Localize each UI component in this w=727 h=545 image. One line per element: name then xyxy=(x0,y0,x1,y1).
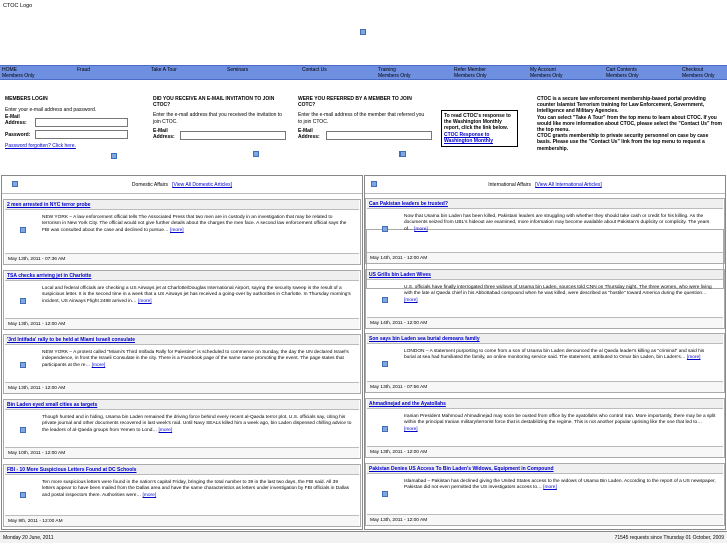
article-title-link[interactable]: FBI - 10 More Suspicious Letters Found at DC Schools xyxy=(7,467,137,473)
response-link[interactable]: CTOC Response to Washington Monthly xyxy=(444,131,493,144)
international-icon xyxy=(371,181,377,187)
domestic-article-5 xyxy=(3,464,361,527)
article-more-link[interactable]: [more] xyxy=(686,355,701,361)
login-email-input[interactable] xyxy=(35,118,128,127)
article-body: Iranian President Mahmoud Ahmadinejad may soon be ousted from office by the ayatollahs who control Iran. More importantly, there may be a split within the principal Iranian military/terrorist force that is destabilizing the regime. This is not another popular uprising like the one that led to… xyxy=(404,414,716,426)
invitation-email-input[interactable] xyxy=(180,131,286,140)
article-more-link[interactable]: [more] xyxy=(414,226,428,232)
about-block xyxy=(537,96,723,152)
nav-training[interactable]: Training Members Only xyxy=(378,67,411,79)
article-date: May 13th, 2011 - 12:00 AM xyxy=(367,446,723,457)
domestic-header xyxy=(2,176,362,194)
broken-image-icon xyxy=(360,29,366,35)
article-body: NEW YORK – A law enforcement official tells The Associated Press that two men are in custody in an investigation that may be related to terrorism in New York City. The official would not give further details about the charges the men face. A second law enforcement official says the FBI was consulted about the case and declined to pursue… xyxy=(42,215,347,233)
article-date: May 13th, 2011 - 07:36 AM xyxy=(5,253,359,264)
international-article-4 xyxy=(365,398,725,458)
invitation-heading: DID YOU RECEIVE AN E-MAIL INVITATION TO JOIN CTOC? xyxy=(153,96,275,109)
article-title-link[interactable]: 2 men arrested in NYC terror probe xyxy=(7,202,91,208)
article-date: May 10th, 2011 - 12:00 AM xyxy=(5,447,359,458)
domestic-section xyxy=(1,175,363,530)
login-heading: MEMBERS LOGIN xyxy=(5,96,48,102)
international-view-all[interactable]: [View All International Articles] xyxy=(535,182,602,188)
article-thumb-icon xyxy=(382,297,388,303)
login-intro: Enter your e-mail address and password. xyxy=(5,107,97,114)
article-body: Now that Usama bin Laden has been killed, Pakistani leaders are struggling with whether they should take cash or credit for his killing. As the documents seized from UBL's hideout are examined, more information may become available about Pakistan's duplicity or complicity. The years of… xyxy=(404,214,710,232)
article-title-link[interactable]: Son says bin Laden sea burial demeans family xyxy=(369,336,480,342)
article-thumb-icon xyxy=(20,362,26,368)
article-date: May 9th, 2011 - 12:00 AM xyxy=(5,515,359,526)
nav-seminars[interactable]: Seminars xyxy=(227,67,249,73)
invitation-submit-icon[interactable] xyxy=(253,151,259,157)
about-p3: CTOC grants membership to private security personnel on case by case basis. Please use the "Contact Us" link from the top menu to request a membership. xyxy=(537,133,709,152)
article-thumb-icon xyxy=(20,427,26,433)
top-nav xyxy=(0,65,727,80)
login-submit-icon[interactable] xyxy=(111,153,117,159)
nav-contact-us[interactable]: Contact Us xyxy=(302,67,327,73)
article-body: Though hunted and in hiding, Usama bin Laden remained the driving force behind every recent al-Qaeda terror plot, U.S. officials say, citing his private journal and other documents recovered in last week's raid. Until Navy SEALs killed him a week ago, bin Laden dispensed chilling advice to the leaders of al-Qaeda groups from Yemen to Lond… xyxy=(42,415,352,433)
article-thumb-icon xyxy=(20,298,26,304)
article-date: May 14th, 2011 - 12:00 AM xyxy=(367,317,723,328)
nav-home[interactable]: HOME Members Only xyxy=(2,67,35,79)
article-thumb-icon xyxy=(382,426,388,432)
invitation-intro: Enter the e-mail address that you received the invitation to join CTOC. xyxy=(153,112,282,125)
nav-checkout[interactable]: Checkout Members Only xyxy=(682,67,715,79)
footer xyxy=(0,531,727,543)
article-thumb-icon xyxy=(382,491,388,497)
login-password-label: Password: xyxy=(5,132,31,138)
response-text: To read CTOC's response to the Washington Monthly report, click the link below. xyxy=(444,113,511,132)
article-thumb-icon xyxy=(20,492,26,498)
article-body: Islamabad – Pakistan has declined giving the United States access to the widows of Usama Bin Laden. According to the report of a US newspaper, Pakistan did not even permitted the US investigators access to… xyxy=(404,479,716,491)
domestic-article-2 xyxy=(3,270,361,330)
domestic-article-3 xyxy=(3,334,361,394)
article-date: May 13th, 2011 - 12:00 AM xyxy=(367,514,723,525)
nav-cart-contents[interactable]: Cart Contents Members Only xyxy=(606,67,639,79)
login-block xyxy=(5,96,145,113)
article-title-link[interactable]: '3rd Intifada' rally to be held at Miami Israeli consulate xyxy=(7,337,135,343)
referral-email-label: E-Mail Address: xyxy=(298,128,320,141)
about-icon xyxy=(400,151,406,157)
domestic-article-1 xyxy=(3,199,361,265)
nav-my-account[interactable]: My Account Members Only xyxy=(530,67,563,79)
international-article-5 xyxy=(365,463,725,526)
international-article-2 xyxy=(365,269,725,329)
article-title-link[interactable]: Bin Laden eyed small cities as targets xyxy=(7,402,98,408)
invitation-block xyxy=(153,96,288,125)
footer-date: Monday 20 June, 2011 xyxy=(3,535,54,541)
referral-intro: Enter the e-mail address of the member that referred you to join CTOC. xyxy=(298,112,425,125)
nav-take-a-tour[interactable]: Take A Tour xyxy=(151,67,177,73)
article-thumb-icon xyxy=(382,226,388,232)
article-body: Ten more suspicious letters were found in the nation's capital Friday, bringing the total number to 39 in the last two days, the FBI said. All 39 letters appear to have been mailed from the Dallas area and have the same characteristics as letters under investigation by FBI officials in Dallas and postal inspectors there. Authorities were… xyxy=(42,480,350,498)
article-body: U.S. officials have finally interrogated three widows of Usama bin Laden, sources told CNN on Thursday night. The three women, who were living with the late al Qaeda chief in his Abbottabad compound when he was killed, were described as "hostile" toward America during the question… xyxy=(404,285,712,297)
article-thumb-icon xyxy=(20,227,26,233)
domestic-icon xyxy=(12,181,18,187)
about-p2: You can select "Take A Tour" from the top menu to learn about CTOC. If you would like more information about CTOC, please select the "Contact Us" from the top menu. xyxy=(537,114,722,134)
login-email-label: E-Mail Address: xyxy=(5,114,27,127)
domestic-title: Domestic Affairs xyxy=(131,182,168,188)
footer-request-count: 71545 requests since Thursday 01 October, 2009 xyxy=(614,535,724,541)
domestic-article-4 xyxy=(3,399,361,459)
article-title-link[interactable]: US Grills bin Laden Wives xyxy=(369,272,431,278)
article-title-link[interactable]: TSA checks arriving jet in Charlotte xyxy=(7,273,92,279)
article-more-link[interactable]: [more] xyxy=(158,427,173,433)
login-password-input[interactable] xyxy=(35,130,128,139)
forgot-password-link[interactable]: Password forgotten? Click here. xyxy=(5,143,76,149)
article-thumb-icon xyxy=(382,361,388,367)
article-body: LONDON – A statement purporting to come from a son of Usama bin Laden denounced the al Qaeda leader's killing as "criminal" and said his burial at sea had humiliated the family, an online monitoring service said. The statement, attributed to Omar bin Laden, bin Laden's… xyxy=(404,349,705,361)
article-more-link[interactable]: [more] xyxy=(91,362,106,368)
article-date: May 13th, 2011 - 12:00 AM xyxy=(5,382,359,393)
domestic-view-all[interactable]: [View All Domestic Articles] xyxy=(172,182,233,188)
article-more-link[interactable]: [more] xyxy=(142,492,157,498)
article-more-link[interactable]: [more] xyxy=(543,485,557,491)
article-title-link[interactable]: Can Pakistan leaders be trusted? xyxy=(369,201,448,207)
international-article-1 xyxy=(365,198,725,264)
article-date: May 13th, 2011 - 07:56 AM xyxy=(367,381,723,392)
article-body: Local and federal officials are checking a US Airways jet at Charlotte/Douglas International Airport, saying the security sweep is the result of a suspicious letter. It is the second time in a week that a US Airways jet has received a going-over by authorities in Charlotte. In Thursday morning's incident, US Airways Flight 2488 arrived in… xyxy=(42,286,351,304)
invitation-email-label: E-Mail Address: xyxy=(153,128,175,141)
referral-email-input[interactable] xyxy=(326,131,432,140)
article-date: May 14th, 2011 - 12:00 AM xyxy=(367,252,723,263)
article-more-link[interactable]: [more] xyxy=(138,298,152,304)
international-header xyxy=(365,176,725,194)
article-more-link[interactable]: [more] xyxy=(170,227,184,233)
article-more-link[interactable]: [more] xyxy=(404,297,418,303)
article-title-link[interactable]: Ahmadinejad and the Ayatollahs xyxy=(369,401,446,407)
nav-fraud[interactable]: Fraud xyxy=(77,67,91,73)
nav-refer-member[interactable]: Refer Member Members Only xyxy=(454,67,487,79)
about-p1: CTOC is a secure law enforcement membership-based portal providing counter Islamist Terrorism training for Law Enforcement, Government, Intelligence and Military Agencies. xyxy=(537,96,706,115)
article-date: May 13th, 2011 - 12:00 AM xyxy=(5,318,359,329)
referral-heading: WERE YOU REFERRED BY A MEMBER TO JOIN COTC? xyxy=(298,96,412,109)
article-more-link[interactable]: [more] xyxy=(404,426,418,432)
referral-block xyxy=(298,96,428,125)
response-box xyxy=(441,110,518,147)
article-title-link[interactable]: Pakistan Denies US Access To Bin Laden's Widows, Equipment in Compound xyxy=(369,466,554,472)
article-body: NEW YORK – A protest called "Miami's Third Intifada Rally for Palestine" is scheduled to commence on Sunday, the day the UN declared Israel's independence, in front the Israeli Consulate in the city. There is a Facebook page of the same name promoting the event. The page states that participants at the re… xyxy=(42,350,349,368)
international-title: International Affairs xyxy=(488,182,531,188)
site-logo: CTOC Logo xyxy=(3,3,33,9)
international-article-3 xyxy=(365,333,725,393)
